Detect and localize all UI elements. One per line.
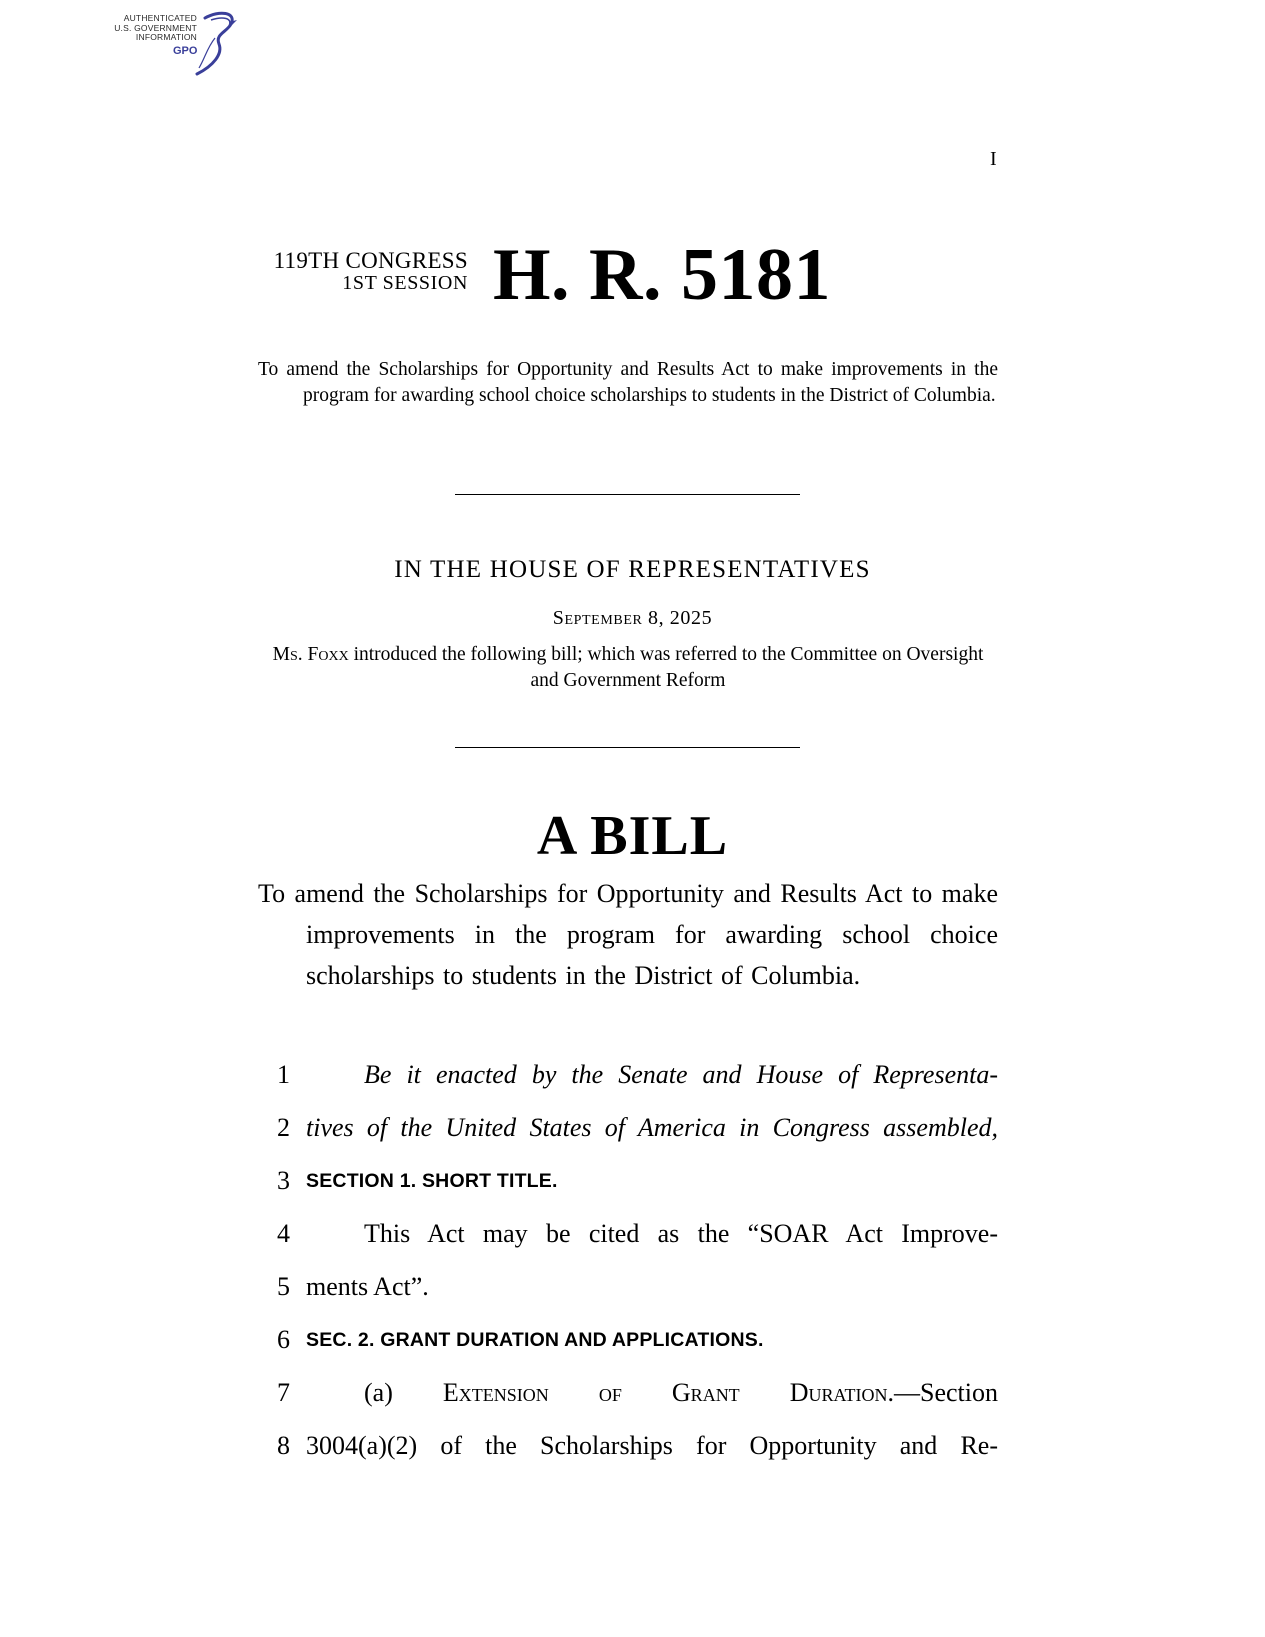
logo-line-1: AUTHENTICATED bbox=[123, 13, 197, 23]
section-text: This Act may be cited as the “SOAR Act Improve- bbox=[364, 1219, 998, 1248]
section-text: ments Act”. bbox=[306, 1272, 429, 1301]
line-number: 3 bbox=[277, 1166, 290, 1195]
chamber-heading: IN THE HOUSE OF REPRESENTATIVES bbox=[394, 556, 871, 583]
bill-line bbox=[258, 1320, 998, 1360]
session-label: 1ST SESSION bbox=[342, 272, 468, 294]
bill-line bbox=[258, 1426, 998, 1466]
line-number: 6 bbox=[277, 1325, 290, 1354]
page-version-mark: I bbox=[990, 148, 997, 170]
divider-rule bbox=[455, 494, 800, 495]
section-heading: SEC. 2. GRANT DURATION AND APPLICATIONS. bbox=[306, 1329, 764, 1351]
subsection-text-tail: .—Section bbox=[887, 1378, 998, 1407]
eagle-logo-icon bbox=[185, 8, 245, 80]
subsection-text bbox=[364, 1373, 998, 1413]
long-title: To amend the Scholarships for Opportunity and Results Act to make improvements in the program for awarding school choice scholarships to students in the District of Columbia. bbox=[258, 879, 998, 990]
section-text: 3004(a)(2) of the Scholarships for Opportunity and Re- bbox=[306, 1431, 998, 1460]
enacting-clause: Be it enacted by the Senate and House of Representa- bbox=[364, 1060, 998, 1089]
congress-session-block bbox=[258, 248, 468, 295]
referral-text: introduced the following bill; which was referred to the Committee on Oversight and Government Reform bbox=[348, 644, 984, 691]
congress-label: 119TH CONGRESS bbox=[273, 248, 468, 273]
a-bill-heading: A BILL bbox=[536, 805, 729, 867]
line-number: 4 bbox=[277, 1219, 290, 1248]
bill-number: H. R. 5181 bbox=[493, 234, 831, 316]
bill-line bbox=[258, 1055, 998, 1095]
line-number: 7 bbox=[277, 1378, 290, 1407]
enacting-clause: tives of the United States of America in Congress assembled, bbox=[306, 1113, 998, 1142]
line-number: 1 bbox=[277, 1060, 290, 1089]
bill-line bbox=[258, 1214, 998, 1254]
bill-line bbox=[258, 1373, 998, 1413]
bill-summary: To amend the Scholarships for Opportunity and Results Act to make improvements in the program for awarding school choice scholarships to students in the District of Columbia. bbox=[258, 359, 998, 406]
divider-rule bbox=[455, 747, 800, 748]
introduction-statement bbox=[258, 642, 998, 694]
line-number: 5 bbox=[277, 1272, 290, 1301]
subsection-label: (a) bbox=[364, 1378, 443, 1407]
subsection-heading: Extension of Grant Duration bbox=[442, 1378, 888, 1407]
gpo-authenticated-logo bbox=[95, 8, 245, 78]
bill-line bbox=[258, 1161, 998, 1201]
line-number: 8 bbox=[277, 1431, 290, 1460]
logo-text bbox=[95, 14, 197, 43]
logo-line-2: U.S. GOVERNMENT bbox=[114, 22, 197, 33]
section-heading: SECTION 1. SHORT TITLE. bbox=[306, 1170, 558, 1192]
bill-line bbox=[258, 1108, 998, 1148]
bill-line bbox=[258, 1267, 998, 1307]
line-number: 2 bbox=[277, 1113, 290, 1142]
logo-line-3: INFORMATION bbox=[135, 32, 197, 42]
introduction-date: September 8, 2025 bbox=[552, 607, 713, 629]
sponsor-name: Ms. Foxx bbox=[272, 644, 349, 665]
logo-gpo-mark: GPO bbox=[173, 45, 198, 57]
